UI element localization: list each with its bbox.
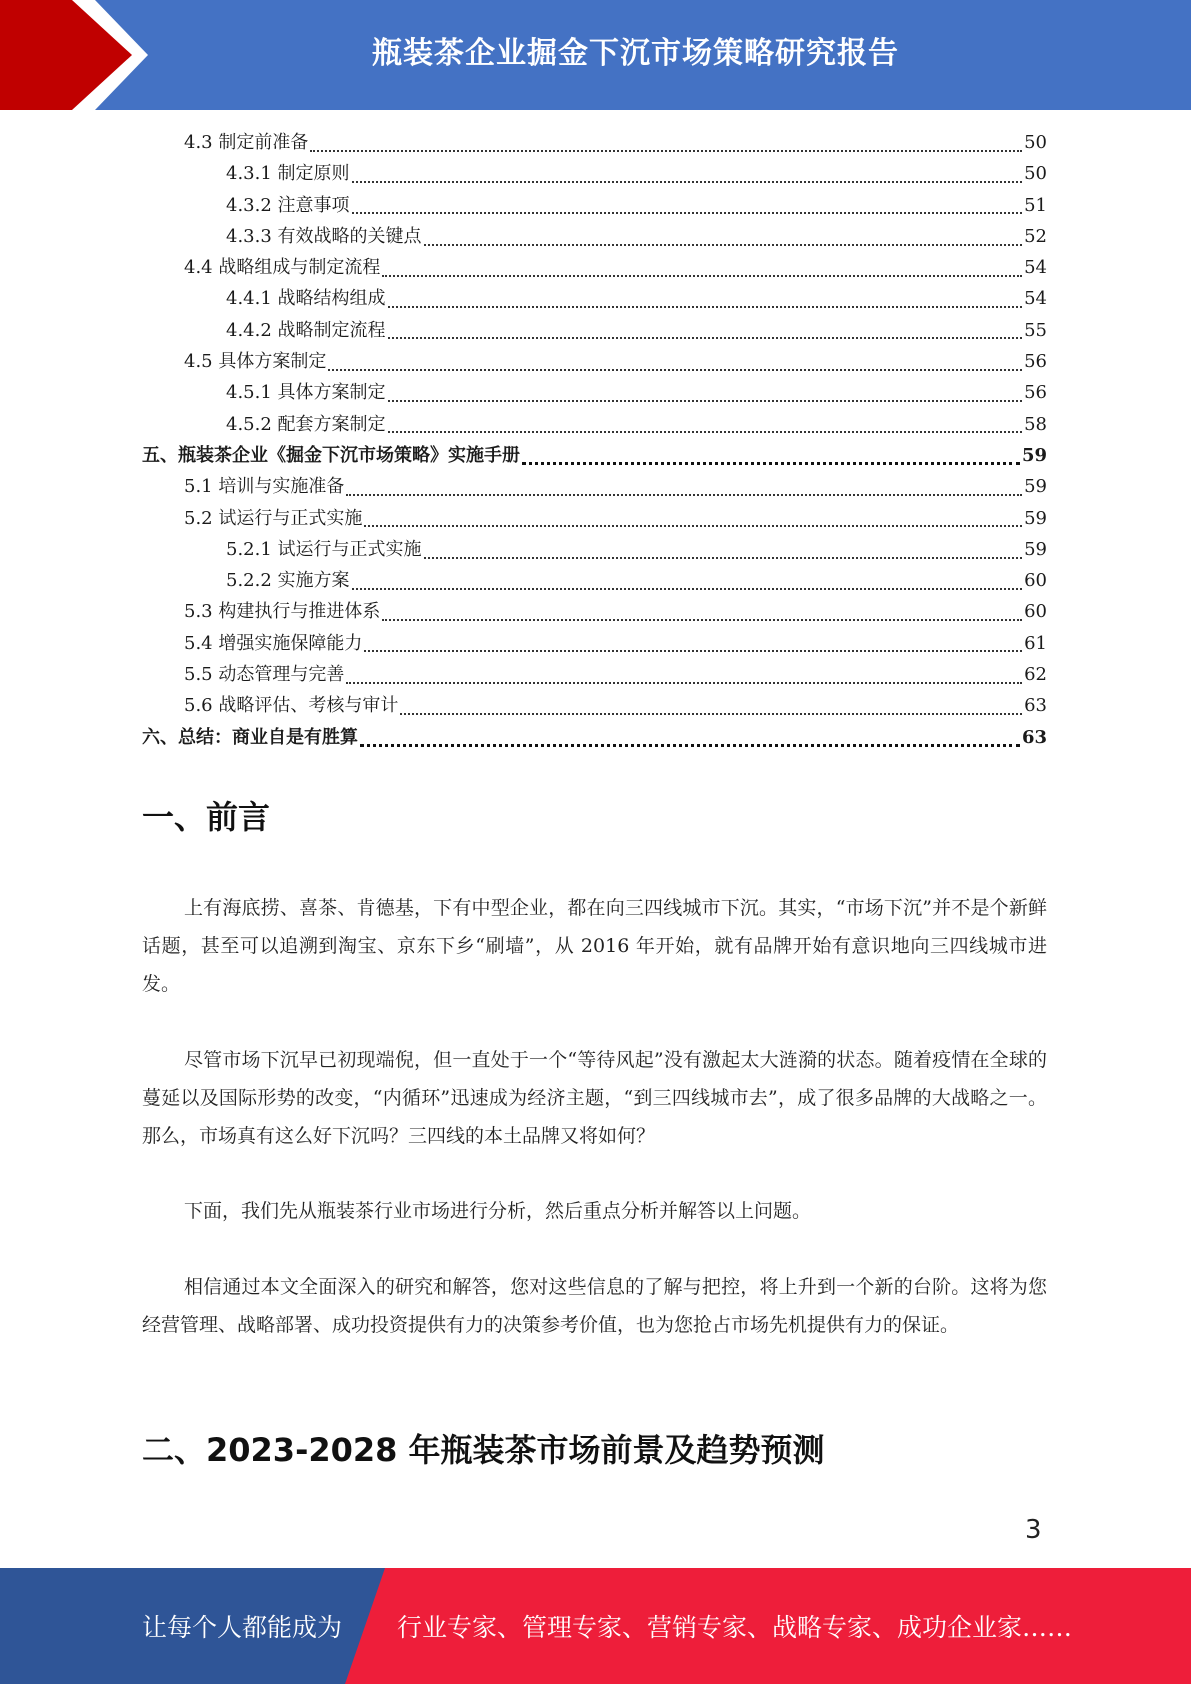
- toc-entry[interactable]: [142, 221, 1047, 252]
- toc-leader-dots: [352, 181, 1023, 183]
- toc-entry-page: 60: [1024, 601, 1047, 623]
- toc-leader-dots: [400, 713, 1022, 715]
- preface-paragraph-3: 下面，我们先从瓶装茶行业市场进行分析，然后重点分析并解答以上问题。: [184, 1200, 812, 1222]
- toc-entry[interactable]: [142, 346, 1047, 377]
- page-header: [0, 0, 1191, 110]
- toc-entry-page: 61: [1024, 632, 1047, 654]
- toc-leader-dots: [346, 682, 1022, 684]
- toc-entry[interactable]: [142, 158, 1047, 189]
- toc-entry-page: 50: [1024, 163, 1047, 185]
- toc-entry-page: 59: [1021, 444, 1047, 466]
- preface-paragraph-4: 相信通过本文全面深入的研究和解答，您对这些信息的了解与把控，将上升到一个新的台阶。这将为您经营管理、战略部署、成功投资提供有力的决策参考价值，也为您抢占市场先机提供有力的保证。: [142, 1276, 1047, 1336]
- toc-leader-dots: [352, 212, 1023, 214]
- page-footer: [0, 1568, 1191, 1684]
- toc-entry-page: 59: [1024, 538, 1047, 560]
- toc-leader-dots: [388, 337, 1023, 339]
- toc-entry-label: 4.3.2 注意事项: [226, 194, 350, 216]
- toc-entry-label: 5.2.1 试运行与正式实施: [226, 538, 422, 560]
- toc-entry-label: 5.2 试运行与正式实施: [184, 507, 363, 529]
- toc-entry-label: 4.3 制定前准备: [184, 132, 309, 153]
- toc-entry[interactable]: [142, 690, 1047, 721]
- toc-leader-dots: [522, 462, 1020, 465]
- toc-leader-dots: [360, 744, 1020, 747]
- toc-entry-label: 5.6 战略评估、考核与审计: [184, 695, 399, 717]
- toc-entry-label: 五、瓶装茶企业《掘金下沉市场策略》实施手册: [142, 444, 520, 466]
- toc-entry-page: 58: [1024, 413, 1047, 435]
- toc-entry-page: 56: [1024, 382, 1047, 404]
- toc-leader-dots: [388, 306, 1023, 308]
- table-of-contents: [142, 127, 1047, 753]
- toc-entry[interactable]: [142, 503, 1047, 534]
- toc-entry[interactable]: [142, 722, 1047, 753]
- toc-entry[interactable]: [142, 127, 1047, 158]
- toc-leader-dots: [352, 588, 1023, 590]
- toc-entry[interactable]: [142, 534, 1047, 565]
- toc-entry-label: 4.5 具体方案制定: [184, 351, 327, 373]
- page-number: 3: [1025, 1515, 1042, 1545]
- preface-paragraph-1: 上有海底捞、喜茶、肯德基，下有中型企业，都在向三四线城市下沉。其实，“市场下沉”并不是个新鲜话题，甚至可以追溯到淘宝、京东下乡“刷墙”，从 2016 年开始，就有品牌开始有意识地向三四线城市进发。: [142, 897, 1047, 995]
- toc-leader-dots: [310, 150, 1022, 152]
- toc-entry-page: 54: [1024, 257, 1047, 279]
- toc-entry-label: 4.3.3 有效战略的关键点: [226, 225, 422, 247]
- toc-entry-label: 4.4 战略组成与制定流程: [184, 257, 381, 279]
- toc-leader-dots: [346, 494, 1022, 496]
- toc-entry-label: 5.4 增强实施保障能力: [184, 632, 363, 654]
- footer-slogan-right: 行业专家、管理专家、营销专家、战略专家、成功企业家……: [397, 1613, 1073, 1642]
- toc-entry-label: 4.5.1 具体方案制定: [226, 382, 386, 404]
- toc-leader-dots: [388, 400, 1023, 402]
- toc-entry-page: 55: [1024, 319, 1047, 341]
- toc-leader-dots: [382, 275, 1022, 277]
- toc-entry-label: 5.5 动态管理与完善: [184, 664, 345, 686]
- toc-leader-dots: [364, 525, 1022, 527]
- toc-leader-dots: [388, 431, 1023, 433]
- toc-entry[interactable]: [142, 377, 1047, 408]
- toc-entry-label: 4.4.1 战略结构组成: [226, 288, 386, 310]
- toc-leader-dots: [364, 650, 1022, 652]
- toc-entry[interactable]: [142, 471, 1047, 502]
- toc-entry[interactable]: [142, 315, 1047, 346]
- preface-heading: 一、前言: [142, 798, 271, 836]
- toc-entry-page: 59: [1024, 507, 1047, 529]
- toc-entry-label: 5.2.2 实施方案: [226, 570, 350, 592]
- toc-entry[interactable]: [142, 659, 1047, 690]
- toc-entry[interactable]: [142, 596, 1047, 627]
- toc-entry-label: 5.1 培训与实施准备: [184, 476, 345, 498]
- toc-entry-page: 56: [1024, 351, 1047, 373]
- toc-entry-label: 六、总结：商业自是有胜算: [142, 726, 358, 748]
- toc-entry-page: 59: [1024, 476, 1047, 498]
- preface-paragraph-2: 尽管市场下沉早已初现端倪，但一直处于一个“等待风起”没有激起太大涟漪的状态。随着疫情在全球的蔓延以及国际形势的改变，“内循环”迅速成为经济主题，“到三四线城市去”，成了很多品牌的大战略之一。那么，市场真有这么好下沉吗？三四线的本土品牌又将如何？: [142, 1049, 1047, 1147]
- toc-entry-label: 4.3.1 制定原则: [226, 163, 350, 185]
- toc-entry[interactable]: [142, 190, 1047, 221]
- toc-entry-page: 51: [1024, 194, 1047, 216]
- report-title: 瓶装茶企业掘金下沉市场策略研究报告: [372, 36, 899, 71]
- toc-leader-dots: [424, 557, 1023, 559]
- toc-entry-label: 4.4.2 战略制定流程: [226, 319, 386, 341]
- toc-entry[interactable]: [142, 440, 1047, 471]
- toc-entry[interactable]: [142, 628, 1047, 659]
- toc-leader-dots: [328, 369, 1022, 371]
- toc-entry-page: 63: [1024, 695, 1047, 717]
- toc-entry-page: 52: [1024, 225, 1047, 247]
- toc-entry-page: 50: [1024, 132, 1047, 153]
- toc-leader-dots: [382, 619, 1022, 621]
- forecast-heading: 二、2023-2028 年瓶装茶市场前景及趋势预测: [142, 1431, 825, 1469]
- toc-entry[interactable]: [142, 565, 1047, 596]
- toc-entry[interactable]: [142, 409, 1047, 440]
- footer-slogan-left: 让每个人都能成为: [142, 1613, 343, 1642]
- toc-entry-page: 63: [1021, 726, 1047, 748]
- toc-entry-label: 4.5.2 配套方案制定: [226, 413, 386, 435]
- toc-leader-dots: [424, 244, 1023, 246]
- toc-entry-label: 5.3 构建执行与推进体系: [184, 601, 381, 623]
- toc-entry-page: 62: [1024, 664, 1047, 686]
- toc-entry-page: 54: [1024, 288, 1047, 310]
- toc-entry[interactable]: [142, 252, 1047, 283]
- toc-entry-page: 60: [1024, 570, 1047, 592]
- toc-entry[interactable]: [142, 283, 1047, 314]
